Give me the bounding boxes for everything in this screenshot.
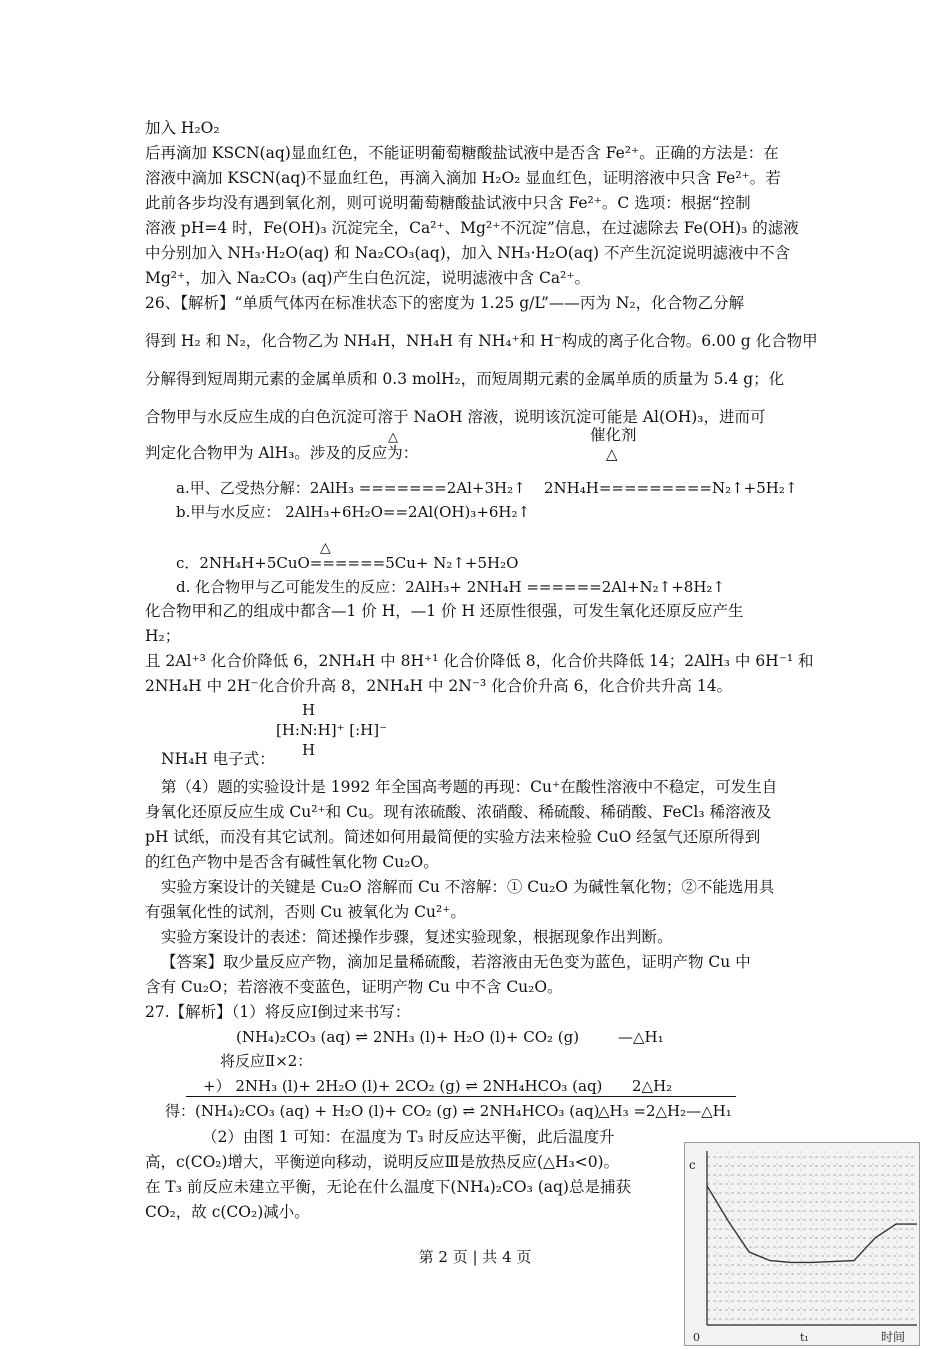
reaction-b: b.甲与水反应： 2AlH₃+6H₂O==2Al(OH)₃+6H₂↑ xyxy=(176,503,531,521)
equation-1-enthalpy: —△H₁ xyxy=(618,1028,664,1046)
text-line: NH₄H 电子式： xyxy=(161,750,275,768)
text-line: 中分别加入 NH₃·H₂O(aq) 和 Na₂CO₃(aq)，加入 NH₃·H₂O(aq) 不产生沉淀说明滤液中不含 xyxy=(145,244,791,262)
text-line: 高，c(CO₂)增大，平衡逆向移动，说明反应Ⅲ是放热反应(△H₃<0)。 xyxy=(145,1153,620,1171)
x-tick-t1: t₁ xyxy=(800,1331,809,1344)
text-line: pH 试纸，而没有其它试剂。简述如何用最简便的实验方法来检验 CuO 经氢气还原所得到 xyxy=(145,828,761,846)
answer-line: 【答案】取少量反应产物，滴加足量稀硫酸，若溶液由无色变为蓝色，证明产物 Cu 中 xyxy=(161,953,751,971)
section-27-heading: 27.【解析】（1）将反应Ⅰ倒过来书写： xyxy=(145,1003,411,1021)
text-line: 溶液 pH=4 时，Fe(OH)₃ 沉淀完全，Ca²⁺、Mg²⁺不沉淀”信息，在过滤除去 Fe(OH)₃ 的滤液 xyxy=(145,219,799,237)
equation-1: (NH₄)₂CO₃ (aq) ⇌ 2NH₃ (l)+ H₂O (l)+ CO₂ (g) xyxy=(236,1028,580,1046)
x-axis-label: 时间 xyxy=(881,1330,906,1344)
text-line: 的红色产物中是否含有碱性氧化物 Cu₂O。 xyxy=(145,853,439,871)
reaction-a: a.甲、乙受热分解：2AlH₃ =======2Al+3H₂↑ xyxy=(176,479,526,497)
equation-result-enthalpy: △H₃ =2△H₂—△H₁ xyxy=(598,1102,732,1120)
reaction-a2: 2NH₄H=========N₂↑+5H₂↑ xyxy=(544,479,798,497)
text-line: 实验方案设计的表述：简述操作步骤，复述实验现象，根据现象作出判断。 xyxy=(161,928,673,946)
equation-2-enthalpy: 2△H₂ xyxy=(632,1077,673,1095)
reaction-d: d. 化合物甲与乙可能发生的反应：2AlH₃+ 2NH₄H ======2Al+N₂↑+8H₂↑ xyxy=(176,578,725,596)
text-line: 化合物甲和乙的组成中都含—1 价 H，—1 价 H 还原性很强，可发生氧化还原反应产生 xyxy=(145,602,744,620)
y-axis-label: c xyxy=(689,1158,696,1172)
equation-2: +） 2NH₃ (l)+ 2H₂O (l)+ 2CO₂ (g) ⇌ 2NH₄HCO₃ (aq) xyxy=(203,1077,603,1095)
text-line: （2）由图 1 可知：在温度为 T₃ 时反应达平衡，此后温度升 xyxy=(202,1128,615,1146)
catalyst-label: 催化剂 xyxy=(590,426,637,444)
text-line: CO₂，故 c(CO₂)减小。 xyxy=(145,1203,310,1221)
delta-symbol: △ xyxy=(606,445,618,463)
text-line: 将反应Ⅱ×2： xyxy=(220,1052,313,1070)
chart-grid xyxy=(707,1151,917,1325)
text-line: 第（4）题的实验设计是 1992 年全国高考题的再现：Cu⁺在酸性溶液中不稳定，可发生自 xyxy=(161,778,778,796)
answer-line: 含有 Cu₂O；若溶液不变蓝色，证明产物 Cu 中不含 Cu₂O。 xyxy=(145,978,563,996)
text-line: 加入 H₂O₂ xyxy=(145,119,220,137)
text-line: 有强氧化性的试剂，否则 Cu 被氧化为 Cu²⁺。 xyxy=(145,903,466,921)
electron-formula: [H:N:H]⁺ [:H]⁻ xyxy=(276,721,388,739)
x-tick-0: 0 xyxy=(693,1331,700,1344)
text-line: 且 2Al⁺³ 化合价降低 6，2NH₄H 中 8H⁺¹ 化合价降低 8，化合价共降低 14；2AlH₃ 中 6H⁻¹ 和 xyxy=(145,652,814,670)
electron-formula-top: H xyxy=(302,701,316,719)
text-line: 身氧化还原反应生成 Cu²⁺和 Cu。现有浓硫酸、浓硝酸、稀硫酸、稀硝酸、FeCl₃ 稀溶液及 xyxy=(145,803,772,821)
section-26-heading: 26、【解析】“单质气体丙在标准状态下的密度为 1.25 g/L”——丙为 N₂，化合物乙分解 xyxy=(145,294,745,312)
text-line: 此前各步均没有遇到氧化剂，则可说明葡萄糖酸盐试液中只含 Fe²⁺。C 选项：根据“控制 xyxy=(145,194,751,212)
sum-rule xyxy=(186,1096,736,1097)
text-line: 判定化合物甲为 AlH₃。涉及的反应为： xyxy=(145,444,419,462)
figure-1-chart xyxy=(684,1142,920,1346)
electron-formula-bottom: H xyxy=(302,741,316,759)
text-line: 分解得到短周期元素的金属单质和 0.3 molH₂，而短周期元素的金属单质的质量为 5.4 g；化 xyxy=(145,370,785,388)
delta-symbol: △ xyxy=(388,430,398,445)
text-line: H₂； xyxy=(145,627,181,645)
page-footer: 第 2 页 | 共 4 页 xyxy=(418,1248,532,1266)
text-line: Mg²⁺，加入 Na₂CO₃ (aq)产生白色沉淀，说明滤液中含 Ca²⁺。 xyxy=(145,269,591,287)
text-line: 溶液中滴加 KSCN(aq)不显血红色，再滴入滴加 H₂O₂ 显血红色，证明溶液中只含 Fe²⁺。若 xyxy=(145,169,781,187)
reaction-c: c．2NH₄H+5CuO======5Cu+ N₂↑+5H₂O xyxy=(176,554,519,572)
delta-symbol: △ xyxy=(320,540,331,556)
text-line: 在 T₃ 前反应未建立平衡，无论在什么温度下(NH₄)₂CO₃ (aq)总是捕获 xyxy=(145,1178,631,1196)
text-line: 2NH₄H 中 2H⁻化合价升高 8，2NH₄H 中 2N⁻³ 化合价升高 6，化合价共升高 14。 xyxy=(145,677,733,695)
text-line: 得到 H₂ 和 N₂，化合物乙为 NH₄H，NH₄H 有 NH₄⁺和 H⁻构成的离子化合物。6.00 g 化合物甲 xyxy=(145,332,818,350)
text-line: 实验方案设计的关键是 Cu₂O 溶解而 Cu 不溶解：① Cu₂O 为碱性氧化物；②不能选用具 xyxy=(161,878,775,896)
chart-svg xyxy=(685,1143,919,1345)
text-line: 合物甲与水反应生成的白色沉淀可溶于 NaOH 溶液，说明该沉淀可能是 Al(OH)₃，进而可 xyxy=(145,408,766,426)
text-line: 后再滴加 KSCN(aq)显血红色，不能证明葡萄糖酸盐试液中是否含 Fe²⁺。正确的方法是：在 xyxy=(145,144,779,162)
equation-result: 得：(NH₄)₂CO₃ (aq) + H₂O (l)+ CO₂ (g) ⇌ 2NH₄HCO₃ (aq) xyxy=(165,1102,600,1120)
